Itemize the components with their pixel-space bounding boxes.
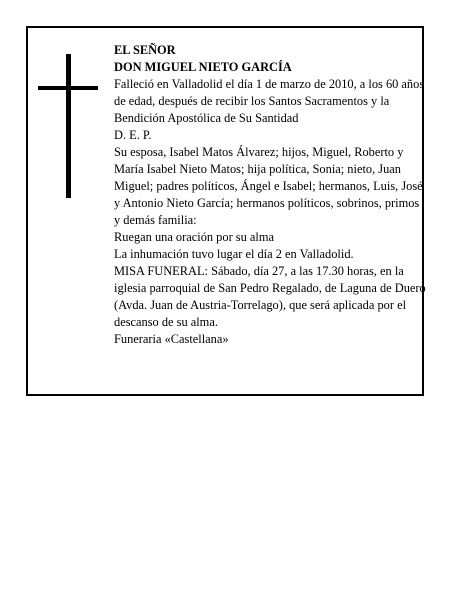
prayer-request: Ruegan una oración por su alma	[114, 230, 274, 244]
funeral-home: Funeraria «Castellana»	[114, 332, 229, 346]
family-list: Su esposa, Isabel Matos Álvarez; hijos, Miguel, Roberto y María Isabel Nieto Matos; hija política, Sonia; nieto, Juan Miguel; padres políticos, Ángel e Isabel; hermanos, Luis, José y Antonio Nieto García; hermanos políticos, sobrinos, primos y demás familia:	[114, 145, 423, 227]
burial-info: La inhumación tuvo lugar el día 2 en Valladolid.	[114, 247, 354, 261]
cross-vertical-bar	[66, 54, 71, 198]
cross-horizontal-bar	[38, 86, 98, 90]
obituary-notice	[26, 26, 424, 396]
notice-content	[114, 42, 426, 348]
notice-title: EL SEÑOR	[114, 43, 176, 57]
deceased-name: DON MIGUEL NIETO GARCÍA	[114, 60, 292, 74]
death-announcement: Falleció en Valladolid el día 1 de marzo de 2010, a los 60 años de edad, después de recibir los Santos Sacramentos y la Bendición Apostólica de Su Santidad	[114, 77, 425, 125]
dep-line: D. E. P.	[114, 128, 152, 142]
funeral-mass-info: MISA FUNERAL: Sábado, día 27, a las 17.30 horas, en la iglesia parroquial de San Pedro Regalado, de Laguna de Duero (Avda. Juan de Austria-Torrelago), que será aplicada por el descanso de su alma.	[114, 264, 426, 329]
